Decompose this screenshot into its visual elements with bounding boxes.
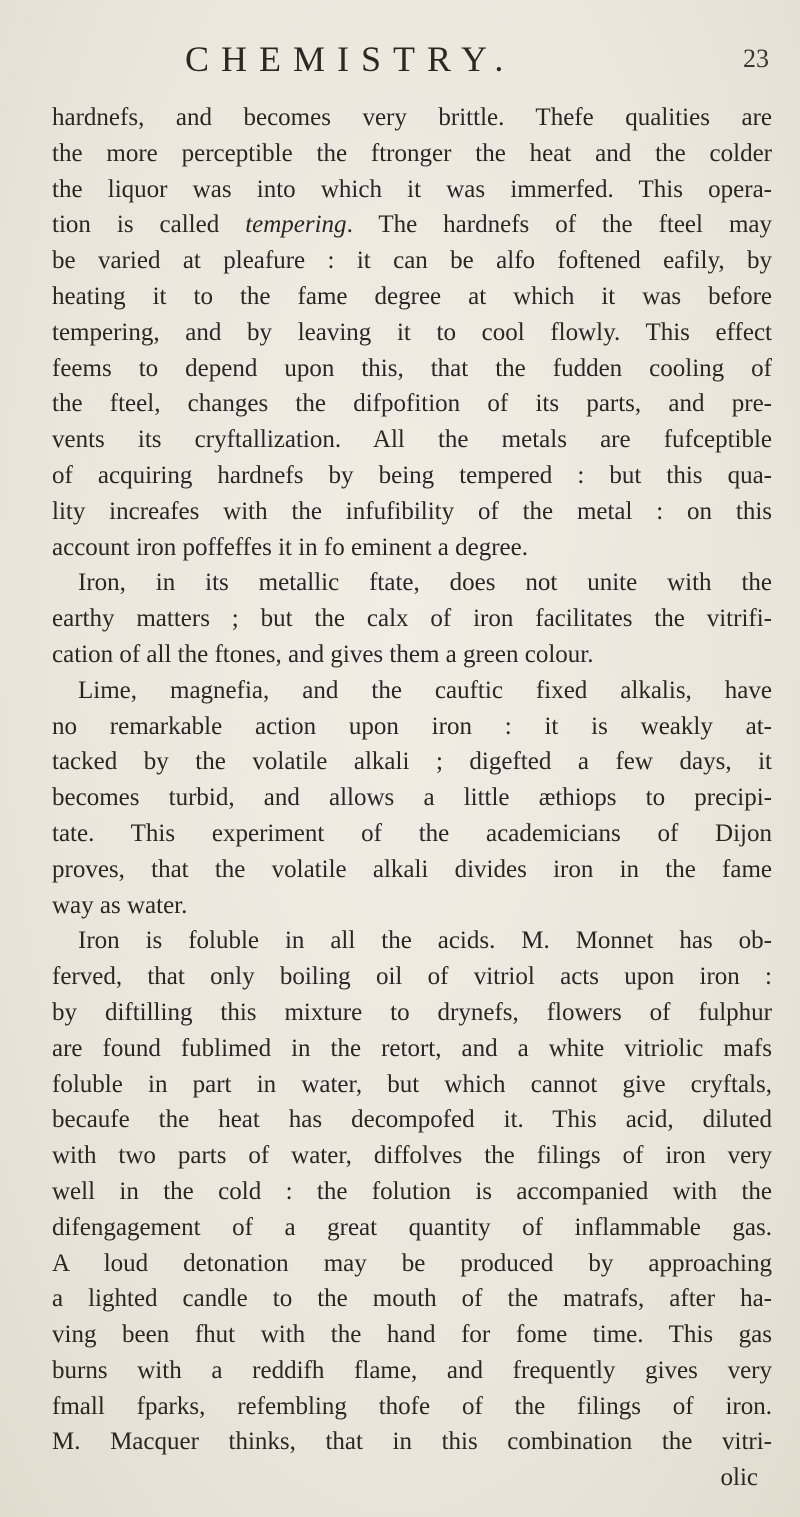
page-header: [0, 38, 800, 86]
text-line: difengagement of a great quantity of inflammable gas.: [52, 1213, 772, 1241]
text-line: are found fublimed in the retort, and a white vitriolic mafs: [52, 1034, 772, 1062]
text-line: a lighted candle to the mouth of the matrafs, after ha-: [52, 1285, 772, 1313]
text-line: M. Macquer thinks, that in this combination the vitri-: [52, 1428, 772, 1456]
running-title: CHEMISTRY.: [185, 39, 516, 79]
text-line: earthy matters ; but the calx of iron facilitates the vitrifi-: [52, 605, 772, 633]
text-line: the fteel, changes the difpofition of its parts, and pre-: [52, 390, 772, 418]
text-line: feems to depend upon this, that the fudden cooling of: [52, 354, 772, 382]
text-line: lity increafes with the infufibility of the metal : on this: [52, 497, 772, 525]
text-line: Iron, in its metallic ftate, does not unite with the: [78, 569, 772, 597]
text-line: heating it to the fame degree at which it was before: [52, 282, 772, 310]
text-line: tacked by the volatile alkali ; digefted a few days, it: [52, 748, 772, 776]
text-line: tate. This experiment of the academicians of Dijon: [52, 819, 772, 847]
text-line: no remarkable action upon iron : it is weakly at-: [52, 712, 772, 740]
text-line: ving been fhut with the hand for fome time. This gas: [52, 1321, 772, 1349]
text-line: foluble in part in water, but which cannot give cryftals,: [52, 1070, 772, 1098]
page-number: 23: [743, 44, 769, 73]
text-segment: . The hardnefs of the fteel may: [346, 211, 772, 239]
catchword: olic: [720, 1464, 758, 1492]
text-line: Iron is foluble in all the acids. M. Monnet has ob-: [78, 927, 772, 955]
text-line: of acquiring hardnefs by being tempered : but this qua-: [52, 461, 772, 489]
text-line: the more perceptible the ftronger the heat and the colder: [52, 139, 772, 167]
text-line: becaufe the heat has decompofed it. This acid, diluted: [52, 1106, 772, 1134]
text-segment: tion is called: [52, 211, 246, 239]
text-line: by diftilling this mixture to drynefs, flowers of fulphur: [52, 998, 772, 1026]
text-line: be varied at pleafure : it can be alfo foftened eafily, by: [52, 247, 772, 275]
text-line: cation of all the ftones, and gives them a green colour.: [52, 640, 594, 668]
text-line: [52, 207, 772, 243]
text-line: A loud detonation may be produced by approaching: [52, 1249, 772, 1277]
text-line: tempering, and by leaving it to cool flowly. This effect: [52, 318, 772, 346]
text-line: vents its cryftallization. All the metals are fufceptible: [52, 426, 772, 454]
text-line: proves, that the volatile alkali divides iron in the fame: [52, 855, 772, 883]
text-line: ferved, that only boiling oil of vitriol acts upon iron :: [52, 963, 772, 991]
text-line: the liquor was into which it was immerfed. This opera-: [52, 175, 772, 203]
text-line: hardnefs, and becomes very brittle. Thefe qualities are: [52, 104, 772, 131]
text-line: Lime, magnefia, and the cauftic fixed alkalis, have: [78, 676, 772, 704]
text-line: fmall fparks, refembling thofe of the filings of iron.: [52, 1392, 772, 1420]
text-line: with two parts of water, diffolves the filings of iron very: [52, 1142, 772, 1170]
text-line: becomes turbid, and allows a little æthiops to precipi-: [52, 784, 772, 812]
text-line: account iron poffeffes it in fo eminent a degree.: [52, 533, 528, 561]
text-line: way as water.: [52, 891, 188, 919]
body-text: [52, 100, 772, 1496]
text-line: well in the cold : the folution is accompanied with the: [52, 1177, 772, 1205]
text-line: burns with a reddifh flame, and frequently gives very: [52, 1356, 772, 1384]
italic-term: tempering: [245, 211, 347, 239]
